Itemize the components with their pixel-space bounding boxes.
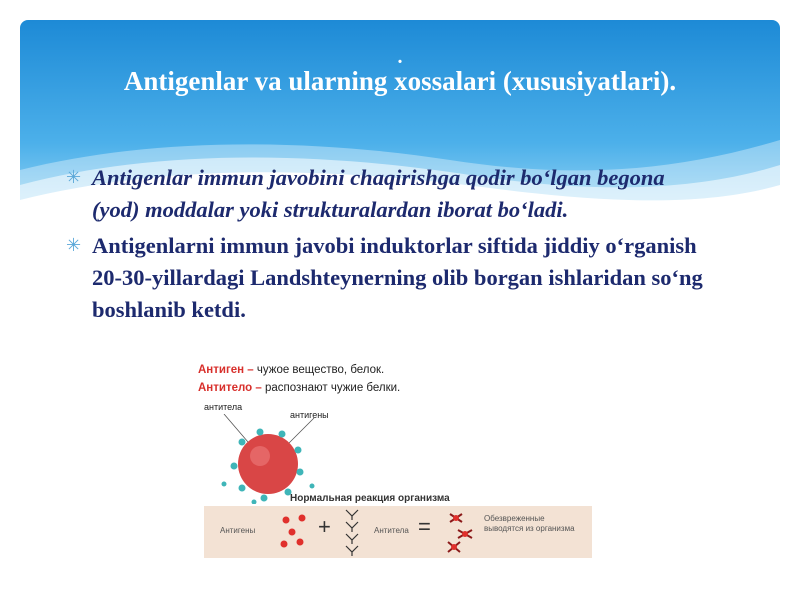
antigen-cell-icon: [216, 414, 326, 504]
asterisk-icon: ✳: [66, 235, 82, 256]
reaction-left-label: Антигены: [220, 526, 256, 535]
title-dot: .: [397, 46, 403, 68]
bullet-item: [66, 162, 716, 226]
antigen-def: чужое вещество, белок.: [253, 364, 385, 376]
plus-sign: +: [318, 514, 331, 539]
reaction-right-label: Обезвреженные выводятся из организма: [484, 514, 575, 533]
bullet-text: Antigenlarni immun javobi induktorlar siftida jiddiy o‘rganish 20-30-yillardagi Landshteynerning olib borgan ishlaridan so‘ng boshlanib ketdi.: [92, 233, 703, 322]
antibody-y-icon: [342, 508, 362, 556]
antigen-definition: [198, 364, 384, 376]
label-antigens: антигены: [290, 410, 329, 420]
reaction-mid-label: Антитела: [374, 526, 409, 535]
equals-sign: =: [418, 514, 431, 539]
asterisk-icon: ✳: [66, 167, 82, 188]
antibody-definition: [198, 382, 400, 394]
neutralized-complex-icon: [444, 508, 478, 556]
antigen-dots-icon: [278, 512, 318, 552]
reaction-title: Нормальная реакция организма: [290, 493, 450, 504]
bullet-list: [66, 162, 716, 330]
antibody-term: Антитело –: [198, 382, 262, 394]
bullet-item: [66, 230, 716, 326]
antigen-antibody-figure: [198, 362, 594, 562]
label-antibodies: антитела: [204, 402, 243, 412]
slide-title: Antigenlar va ularning xossalari (xususiyatlari).: [123, 66, 677, 96]
bullet-text: Antigenlar immun javobini chaqirishga qodir bo‘lgan begona (yod) moddalar yoki strukturalardan iborat bo‘ladi.: [92, 165, 665, 222]
antigen-term: Антиген –: [198, 364, 254, 376]
antibody-def: распознают чужие белки.: [261, 382, 401, 394]
reaction-diagram: [204, 506, 592, 558]
